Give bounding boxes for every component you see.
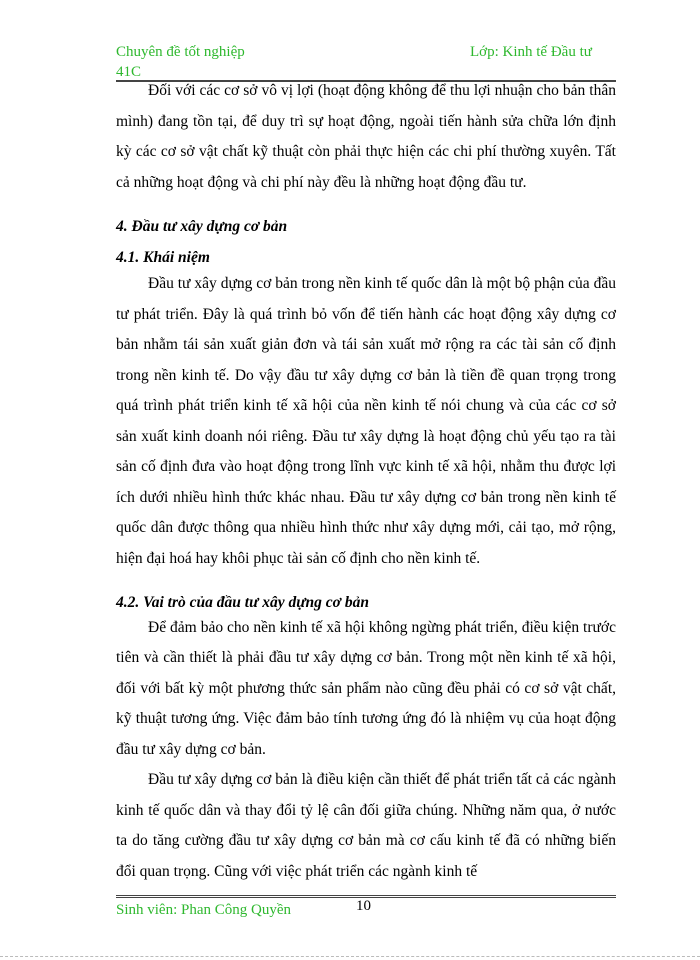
- header-class: Lớp: Kinh tế Đầu tư: [470, 44, 592, 60]
- paragraph-1: Đối với các cơ sở vô vị lợi (hoạt động không để thu lợi nhuận cho bản thân mình) đang tồn tại, để duy trì sự hoạt động, ngoài tiến hành sửa chữa lớn định kỳ các cơ sở vật chất kỹ thuật còn phải thực hiện các chi phí thường xuyên. Tất cả những hoạt động và chi phí này đều là những hoạt động đầu tư.: [116, 82, 616, 191]
- paragraph-2: Đầu tư xây dựng cơ bản trong nền kinh tế quốc dân là một bộ phận của đầu tư phát triển. Đây là quá trình bỏ vốn để tiến hành các hoạt động xây dựng cơ bản nhằm tái sản xuất giản đơn và tái sản xuất mở rộng ra các tài sản cố định trong nền kinh tế. Do vậy đầu tư xây dựng cơ bản là tiền đề quan trọng trong quá trình phát triển kinh tế xã hội của nền kinh tế nói chung và của các cơ sở sản xuất kinh doanh nói riêng. Đầu tư xây dựng là hoạt động chủ yếu tạo ra tài sản cố định đưa vào hoạt động trong lĩnh vực kinh tế xã hội, nhằm thu được lợi ích dưới nhiều hình thức khác nhau. Đầu tư xây dựng cơ bản trong nền kinh tế quốc dân được thông qua nhiều hình thức như xây dựng mới, cải tạo, mở rộng, hiện đại hoá hay khôi phục tài sản cố định cho nền kinh tế.: [116, 275, 616, 567]
- header-class-code: 41C: [116, 64, 142, 80]
- heading-4: 4. Đầu tư xây dựng cơ bản: [116, 218, 288, 235]
- footer-student: Sinh viên: Phan Công Quyền: [116, 902, 291, 918]
- paragraph-3: Để đảm bảo cho nền kinh tế xã hội không ngừng phát triển, điều kiện trước tiên và cần thiết là phải đầu tư xây dựng cơ bản. Trong một nền kinh tế xã hội, đối với bất kỳ một phương thức sản phẩm nào cũng đều phải có cơ sở vật chất, kỹ thuật tương ứng. Việc đảm bảo tính tương ứng đó là nhiệm vụ của hoạt động đầu tư xây dựng cơ bản.: [116, 618, 616, 758]
- page-number: 10: [356, 898, 371, 914]
- page-body: [116, 76, 616, 887]
- heading-4-2: 4.2. Vai trò của đầu tư xây dựng cơ bản: [116, 594, 369, 611]
- header-course-title: Chuyên đề tốt nghiệp: [116, 44, 245, 60]
- paragraph-4: Đầu tư xây dựng cơ bản là điều kiện cần thiết để phát triển tất cả các ngành kinh tế quốc dân và thay đổi tỷ lệ cân đối giữa chúng. Những năm qua, ở nước ta do tăng cường đầu tư xây dựng cơ bản mà cơ cấu kinh tế đã có những biến đổi quan trọng. Cũng với việc phát triển các ngành kinh tế: [116, 771, 616, 880]
- heading-4-1: 4.1. Khái niệm: [116, 248, 210, 266]
- page-bottom-border: [0, 956, 700, 957]
